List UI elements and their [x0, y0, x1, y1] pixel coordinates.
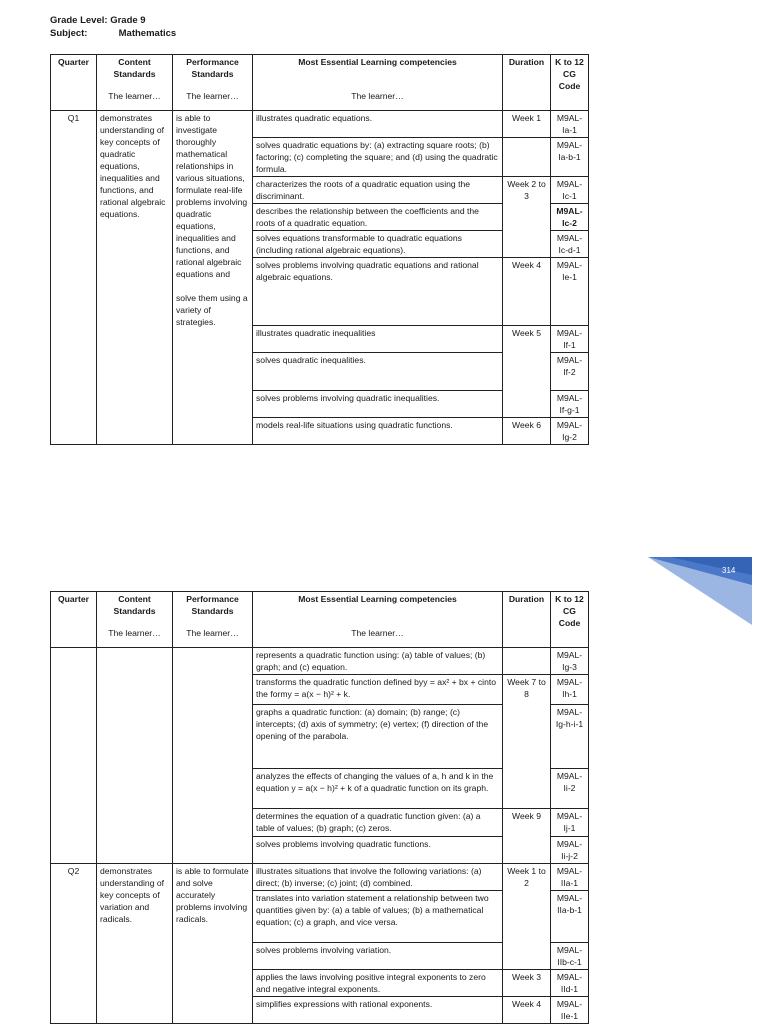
col-quarter: Quarter — [51, 592, 97, 648]
code-cell: M9AL-IIb-c-1 — [551, 943, 589, 970]
duration-cell: Week 4 — [503, 997, 551, 1024]
duration-cell: Week 4 — [503, 258, 551, 326]
code-cell: M9AL-Ia-1 — [551, 111, 589, 138]
content-standard-cell: demonstrates understanding of key concepts of variation and radicals. — [97, 864, 173, 1024]
melc-cell: simplifies expressions with rational exponents. — [253, 997, 503, 1024]
melc-cell: analyzes the effects of changing the values of a, h and k in the equation y = a(x − h)² + k of a quadratic function on its graph. — [253, 769, 503, 809]
code-cell: M9AL-IId-1 — [551, 970, 589, 997]
duration-cell: Week 1 to 2 — [503, 864, 551, 970]
duration-cell — [503, 138, 551, 177]
grade-level-label: Grade Level: — [50, 15, 108, 26]
melc-cell: determines the equation of a quadratic function given: (a) a table of values; (b) graph; (c) zeros. — [253, 809, 503, 837]
col-quarter: Quarter — [51, 55, 97, 111]
melc-cell: solves problems involving quadratic equations and rational algebraic equations. — [253, 258, 503, 326]
col-duration: Duration — [503, 55, 551, 111]
code-cell: M9AL-Ii-j-2 — [551, 837, 589, 864]
melc-cell: illustrates situations that involve the following variations: (a) direct; (b) inverse; (c) joint; (d) combined. — [253, 864, 503, 891]
duration-cell: Week 6 — [503, 418, 551, 445]
col-content-standards: Content Standards The learner… — [97, 592, 173, 648]
melc-cell: models real-life situations using quadratic functions. — [253, 418, 503, 445]
melc-cell: illustrates quadratic inequalities — [253, 326, 503, 353]
code-cell: M9AL-Ig-2 — [551, 418, 589, 445]
competency-table-1 — [50, 54, 589, 445]
table-header-row — [51, 55, 589, 111]
quarter-cell: Q2 — [51, 864, 97, 1024]
subject-label: Subject: — [50, 28, 88, 39]
page-number: 314 — [722, 566, 736, 575]
table-header-row — [51, 592, 589, 648]
duration-cell: Week 2 to 3 — [503, 177, 551, 258]
subject-value: Mathematics — [118, 28, 177, 39]
performance-standard-cell — [173, 648, 253, 864]
performance-standard-cell: is able to formulate and solve accurately problems involving radicals. — [173, 864, 253, 1024]
code-cell: M9AL-Ii-2 — [551, 769, 589, 809]
code-cell: M9AL-IIa-1 — [551, 864, 589, 891]
content-standard-cell: demonstrates understanding of key concepts of quadratic equations, inequalities and functions, and rational algebraic equations. — [97, 111, 173, 445]
melc-cell: solves problems involving quadratic functions. — [253, 837, 503, 864]
col-performance-standards: Performance Standards The learner… — [173, 55, 253, 111]
grade-level-line — [50, 15, 146, 26]
code-cell: M9AL-If-g-1 — [551, 391, 589, 418]
duration-cell: Week 9 — [503, 809, 551, 864]
code-cell: M9AL-If-1 — [551, 326, 589, 353]
code-cell: M9AL-Ie-1 — [551, 258, 589, 326]
col-melc: Most Essential Learning competencies The learner… — [253, 592, 503, 648]
duration-cell: Week 3 — [503, 970, 551, 997]
col-duration: Duration — [503, 592, 551, 648]
melc-cell: describes the relationship between the coefficients and the roots of a quadratic equation. — [253, 204, 503, 231]
table-row — [51, 111, 589, 138]
melc-cell: represents a quadratic function using: (a) table of values; (b) graph; and (c) equation. — [253, 648, 503, 675]
duration-cell: Week 1 — [503, 111, 551, 138]
grade-level-value: Grade 9 — [110, 15, 146, 26]
col-content-standards: Content Standards The learner… — [97, 55, 173, 111]
col-melc: Most Essential Learning competencies The learner… — [253, 55, 503, 111]
content-standard-cell — [97, 648, 173, 864]
melc-cell: solves problems involving quadratic inequalities. — [253, 391, 503, 418]
performance-standard-part-b: solve them using a variety of strategies. — [176, 293, 248, 327]
performance-standard-cell — [173, 111, 253, 445]
duration-cell: Week 7 to 8 — [503, 675, 551, 809]
melc-cell: graphs a quadratic function: (a) domain; (b) range; (c) intercepts; (d) axis of symmetry; (e) vertex; (f) direction of the opening of the parabola. — [253, 705, 503, 769]
melc-cell: applies the laws involving positive integral exponents to zero and negative integral exponents. — [253, 970, 503, 997]
quarter-cell: Q1 — [51, 111, 97, 445]
code-cell: M9AL-Ig-3 — [551, 648, 589, 675]
code-cell: M9AL-Ic-1 — [551, 177, 589, 204]
duration-cell — [503, 648, 551, 675]
melc-cell: solves quadratic inequalities. — [253, 353, 503, 391]
subject-line — [50, 28, 176, 39]
code-cell: M9AL-Ij-1 — [551, 809, 589, 837]
code-cell: M9AL-Ia-b-1 — [551, 138, 589, 177]
melc-cell: solves quadratic equations by: (a) extracting square roots; (b) factoring; (c) completing the square; and (d) using the quadratic formula. — [253, 138, 503, 177]
melc-cell: transforms the quadratic function defined byy = ax² + bx + cinto the formy = a(x − h)² + k. — [253, 675, 503, 705]
duration-cell: Week 5 — [503, 326, 551, 418]
performance-standard-part-a: is able to investigate thoroughly mathematical relationships in various situations, formulate real-life problems involving quadratic equations, inequalities and functions, and rational algebraic equations and — [176, 113, 248, 279]
melc-cell: translates into variation statement a relationship between two quantities given by: (a) a table of values; (b) a mathematical equation; (c) a graph, and vice versa. — [253, 891, 503, 943]
melc-cell: solves problems involving variation. — [253, 943, 503, 970]
melc-cell: characterizes the roots of a quadratic equation using the discriminant. — [253, 177, 503, 204]
competency-table-2 — [50, 591, 589, 1024]
col-performance-standards: Performance Standards The learner… — [173, 592, 253, 648]
quarter-cell — [51, 648, 97, 864]
code-cell: M9AL-Ig-h-i-1 — [551, 705, 589, 769]
table-row — [51, 648, 589, 675]
code-cell: M9AL-Ih-1 — [551, 675, 589, 705]
code-cell: M9AL-Ic-d-1 — [551, 231, 589, 258]
table-row — [51, 864, 589, 891]
code-cell: M9AL-IIe-1 — [551, 997, 589, 1024]
melc-cell: illustrates quadratic equations. — [253, 111, 503, 138]
code-cell: M9AL-IIa-b-1 — [551, 891, 589, 943]
col-code: K to 12 CG Code — [551, 592, 589, 648]
code-cell: M9AL-Ic-2 — [551, 204, 589, 231]
code-cell: M9AL-If-2 — [551, 353, 589, 391]
col-code: K to 12 CG Code — [551, 55, 589, 111]
melc-cell: solves equations transformable to quadratic equations (including rational algebraic equations). — [253, 231, 503, 258]
